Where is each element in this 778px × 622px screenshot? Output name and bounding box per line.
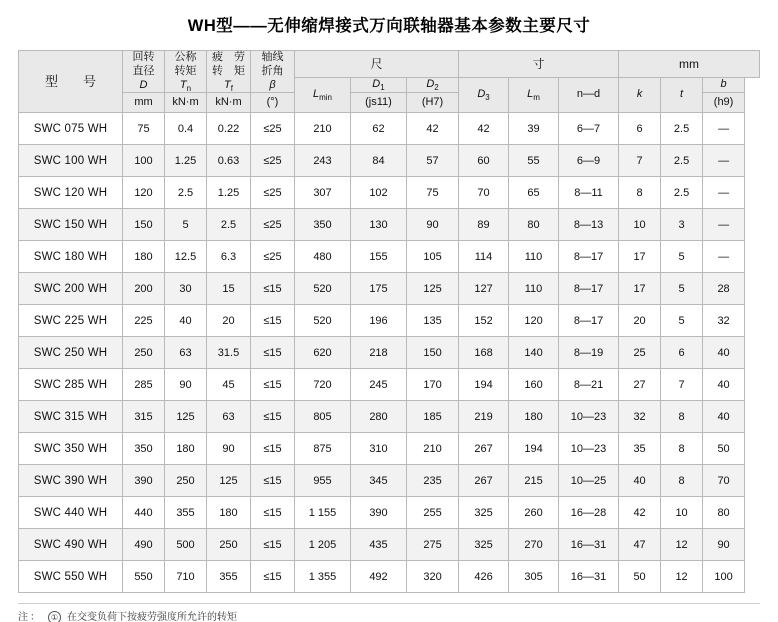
cell-k: 20 xyxy=(619,305,661,337)
cell-D: 350 xyxy=(123,433,165,465)
footnote-marker: ① xyxy=(48,611,61,622)
cell-b: 80 xyxy=(703,497,745,529)
table-row xyxy=(19,401,760,433)
cell-Tn: 1.25 xyxy=(165,145,207,177)
cell-D1: 492 xyxy=(351,561,407,593)
cell-Tf: 15 xyxy=(207,273,251,305)
cell-Lmin: 243 xyxy=(295,145,351,177)
cell-b: 32 xyxy=(703,305,745,337)
cell-D2: 75 xyxy=(407,177,459,209)
cell-D1: 280 xyxy=(351,401,407,433)
cell-D: 315 xyxy=(123,401,165,433)
cell-Tn: 355 xyxy=(165,497,207,529)
cell-Tf: 125 xyxy=(207,465,251,497)
col-header-Tf-line2: 转 矩 xyxy=(212,64,245,77)
cell-D1: 390 xyxy=(351,497,407,529)
cell-b: — xyxy=(703,241,745,273)
cell-D2: 125 xyxy=(407,273,459,305)
cell-Tf: 1.25 xyxy=(207,177,251,209)
table-row xyxy=(19,273,760,305)
cell-Lmin: 1 205 xyxy=(295,529,351,561)
cell-D: 150 xyxy=(123,209,165,241)
header-row-group xyxy=(19,51,760,78)
cell-D1: 175 xyxy=(351,273,407,305)
cell-nd: 8—19 xyxy=(559,337,619,369)
cell-model: SWC 180 WH xyxy=(19,241,123,273)
cell-model: SWC 550 WH xyxy=(19,561,123,593)
cell-Tn: 710 xyxy=(165,561,207,593)
cell-Tn: 30 xyxy=(165,273,207,305)
cell-D2: 255 xyxy=(407,497,459,529)
cell-Lmin: 955 xyxy=(295,465,351,497)
cell-D1: 218 xyxy=(351,337,407,369)
col-header-Tf: 疲 劳 转 矩 $T_f$ xyxy=(207,51,251,93)
cell-b: 28 xyxy=(703,273,745,305)
cell-D: 120 xyxy=(123,177,165,209)
cell-Lm: 39 xyxy=(509,113,559,145)
cell-D1: 345 xyxy=(351,465,407,497)
cell-D: 250 xyxy=(123,337,165,369)
cell-model: SWC 490 WH xyxy=(19,529,123,561)
cell-t: 7 xyxy=(661,369,703,401)
cell-Lmin: 620 xyxy=(295,337,351,369)
cell-Tf: 31.5 xyxy=(207,337,251,369)
unit-D: mm xyxy=(123,93,165,113)
cell-D3: 114 xyxy=(459,241,509,273)
cell-k: 10 xyxy=(619,209,661,241)
cell-model: SWC 100 WH xyxy=(19,145,123,177)
cell-k: 6 xyxy=(619,113,661,145)
col-header-model: 型 号 xyxy=(19,51,123,113)
cell-D2: 42 xyxy=(407,113,459,145)
col-header-D-line2: 直径 xyxy=(132,64,155,77)
cell-D: 390 xyxy=(123,465,165,497)
cell-D1: 155 xyxy=(351,241,407,273)
cell-Lmin: 480 xyxy=(295,241,351,273)
col-header-D xyxy=(123,51,165,93)
col-header-beta-line3: β xyxy=(269,78,276,91)
cell-Tn: 40 xyxy=(165,305,207,337)
cell-b: 90 xyxy=(703,529,745,561)
col-header-t: t xyxy=(661,78,703,113)
cell-t: 5 xyxy=(661,305,703,337)
cell-k: 17 xyxy=(619,273,661,305)
cell-model: SWC 120 WH xyxy=(19,177,123,209)
cell-D2: 90 xyxy=(407,209,459,241)
footnote-label: 注： xyxy=(18,612,42,622)
cell-Tf: 250 xyxy=(207,529,251,561)
footnote-divider xyxy=(18,603,760,604)
cell-Tf: 180 xyxy=(207,497,251,529)
cell-nd: 10—25 xyxy=(559,465,619,497)
cell-t: 12 xyxy=(661,561,703,593)
cell-Lmin: 720 xyxy=(295,369,351,401)
cell-Lm: 65 xyxy=(509,177,559,209)
col-header-D1: $D_1$ xyxy=(351,78,407,93)
col-group-header-cun: 寸 xyxy=(459,51,619,78)
unit-beta: (°) xyxy=(251,93,295,113)
cell-Lmin: 1 155 xyxy=(295,497,351,529)
cell-D: 440 xyxy=(123,497,165,529)
cell-D: 490 xyxy=(123,529,165,561)
cell-Lm: 120 xyxy=(509,305,559,337)
cell-beta: ≤25 xyxy=(251,113,295,145)
cell-Tf: 2.5 xyxy=(207,209,251,241)
cell-k: 47 xyxy=(619,529,661,561)
cell-b: — xyxy=(703,209,745,241)
cell-Lmin: 875 xyxy=(295,433,351,465)
cell-Lm: 270 xyxy=(509,529,559,561)
cell-Tn: 180 xyxy=(165,433,207,465)
cell-Tf: 0.63 xyxy=(207,145,251,177)
cell-Tn: 12.5 xyxy=(165,241,207,273)
cell-D3: 152 xyxy=(459,305,509,337)
cell-Tn: 5 xyxy=(165,209,207,241)
cell-k: 42 xyxy=(619,497,661,529)
col-header-D-line3: D xyxy=(139,78,148,91)
cell-b: — xyxy=(703,145,745,177)
table-row xyxy=(19,497,760,529)
cell-D3: 127 xyxy=(459,273,509,305)
cell-beta: ≤15 xyxy=(251,497,295,529)
cell-D3: 267 xyxy=(459,433,509,465)
cell-D1: 62 xyxy=(351,113,407,145)
cell-Lm: 260 xyxy=(509,497,559,529)
cell-D: 100 xyxy=(123,145,165,177)
cell-D2: 135 xyxy=(407,305,459,337)
cell-model: SWC 225 WH xyxy=(19,305,123,337)
cell-k: 35 xyxy=(619,433,661,465)
cell-D1: 435 xyxy=(351,529,407,561)
cell-b: — xyxy=(703,177,745,209)
cell-Lm: 160 xyxy=(509,369,559,401)
cell-Lm: 180 xyxy=(509,401,559,433)
cell-nd: 6—9 xyxy=(559,145,619,177)
cell-beta: ≤15 xyxy=(251,369,295,401)
cell-beta: ≤15 xyxy=(251,529,295,561)
cell-D: 200 xyxy=(123,273,165,305)
table-row xyxy=(19,209,760,241)
cell-Lmin: 307 xyxy=(295,177,351,209)
unit-Tn: kN·m xyxy=(165,93,207,113)
cell-model: SWC 350 WH xyxy=(19,433,123,465)
cell-nd: 6—7 xyxy=(559,113,619,145)
table-row xyxy=(19,305,760,337)
footnote-text: 在交变负荷下按疲劳强度所允许的转矩 xyxy=(67,612,237,622)
cell-model: SWC 250 WH xyxy=(19,337,123,369)
unit-D2: (H7) xyxy=(407,93,459,113)
cell-Tf: 45 xyxy=(207,369,251,401)
page-title: WH型——无伸缩焊接式万向联轴器基本参数主要尺寸 xyxy=(187,17,591,35)
cell-Lm: 140 xyxy=(509,337,559,369)
footnote xyxy=(18,603,760,622)
cell-D1: 310 xyxy=(351,433,407,465)
cell-Lmin: 350 xyxy=(295,209,351,241)
cell-t: 10 xyxy=(661,497,703,529)
cell-Tn: 250 xyxy=(165,465,207,497)
table-row xyxy=(19,337,760,369)
col-header-Lm: $L_m$ xyxy=(509,78,559,113)
cell-Tf: 90 xyxy=(207,433,251,465)
col-header-D2: $D_2$ xyxy=(407,78,459,93)
cell-beta: ≤25 xyxy=(251,145,295,177)
cell-k: 27 xyxy=(619,369,661,401)
cell-D3: 267 xyxy=(459,465,509,497)
cell-D1: 84 xyxy=(351,145,407,177)
cell-beta: ≤25 xyxy=(251,209,295,241)
cell-nd: 8—17 xyxy=(559,241,619,273)
cell-D2: 320 xyxy=(407,561,459,593)
cell-b: 40 xyxy=(703,401,745,433)
cell-k: 50 xyxy=(619,561,661,593)
cell-beta: ≤25 xyxy=(251,241,295,273)
cell-t: 8 xyxy=(661,401,703,433)
cell-b: 100 xyxy=(703,561,745,593)
cell-Lmin: 805 xyxy=(295,401,351,433)
cell-Tf: 0.22 xyxy=(207,113,251,145)
cell-D2: 170 xyxy=(407,369,459,401)
cell-D2: 275 xyxy=(407,529,459,561)
cell-t: 5 xyxy=(661,273,703,305)
cell-nd: 10—23 xyxy=(559,433,619,465)
cell-D: 285 xyxy=(123,369,165,401)
cell-model: SWC 315 WH xyxy=(19,401,123,433)
cell-D2: 185 xyxy=(407,401,459,433)
cell-D1: 245 xyxy=(351,369,407,401)
col-header-Tn: 公称 转矩 $T_n$ xyxy=(165,51,207,93)
cell-D3: 194 xyxy=(459,369,509,401)
cell-D3: 60 xyxy=(459,145,509,177)
cell-beta: ≤15 xyxy=(251,401,295,433)
cell-Lmin: 1 355 xyxy=(295,561,351,593)
cell-nd: 16—31 xyxy=(559,529,619,561)
cell-Tf: 6.3 xyxy=(207,241,251,273)
cell-beta: ≤15 xyxy=(251,561,295,593)
cell-t: 3 xyxy=(661,209,703,241)
cell-D2: 150 xyxy=(407,337,459,369)
cell-D3: 89 xyxy=(459,209,509,241)
col-header-Tn-line2: 转矩 xyxy=(174,64,197,77)
cell-beta: ≤25 xyxy=(251,177,295,209)
cell-beta: ≤15 xyxy=(251,465,295,497)
cell-k: 17 xyxy=(619,241,661,273)
cell-D3: 325 xyxy=(459,529,509,561)
cell-D: 75 xyxy=(123,113,165,145)
cell-Tn: 90 xyxy=(165,369,207,401)
cell-Tf: 20 xyxy=(207,305,251,337)
col-header-beta-line1: 轴线 xyxy=(261,51,284,63)
cell-k: 8 xyxy=(619,177,661,209)
table-header xyxy=(19,51,760,113)
cell-b: 40 xyxy=(703,369,745,401)
cell-D: 550 xyxy=(123,561,165,593)
cell-beta: ≤15 xyxy=(251,305,295,337)
table-row xyxy=(19,369,760,401)
cell-b: — xyxy=(703,113,745,145)
table-row xyxy=(19,241,760,273)
cell-D: 180 xyxy=(123,241,165,273)
cell-beta: ≤15 xyxy=(251,337,295,369)
table-row xyxy=(19,561,760,593)
cell-t: 5 xyxy=(661,241,703,273)
col-header-Tf-line1: 疲 劳 xyxy=(212,51,245,63)
unit-Tf: kN·m xyxy=(207,93,251,113)
cell-Tn: 125 xyxy=(165,401,207,433)
cell-Lm: 110 xyxy=(509,241,559,273)
cell-b: 50 xyxy=(703,433,745,465)
cell-model: SWC 440 WH xyxy=(19,497,123,529)
cell-Tn: 0.4 xyxy=(165,113,207,145)
table-row xyxy=(19,177,760,209)
col-header-k: k xyxy=(619,78,661,113)
cell-Lm: 194 xyxy=(509,433,559,465)
cell-model: SWC 075 WH xyxy=(19,113,123,145)
cell-D3: 325 xyxy=(459,497,509,529)
cell-k: 32 xyxy=(619,401,661,433)
table-row xyxy=(19,529,760,561)
col-header-Lmin: $L_{min}$ xyxy=(295,78,351,113)
cell-nd: 8—21 xyxy=(559,369,619,401)
col-header-beta-line2: 折角 xyxy=(261,64,284,77)
col-group-header-size: 尺 xyxy=(295,51,459,78)
cell-D2: 235 xyxy=(407,465,459,497)
table-row xyxy=(19,433,760,465)
col-header-D-line1: 回转 xyxy=(132,51,155,63)
col-header-nd: n—d xyxy=(559,78,619,113)
cell-D3: 219 xyxy=(459,401,509,433)
cell-model: SWC 390 WH xyxy=(19,465,123,497)
cell-nd: 10—23 xyxy=(559,401,619,433)
col-header-b: b xyxy=(703,78,745,93)
cell-Tf: 63 xyxy=(207,401,251,433)
cell-t: 2.5 xyxy=(661,113,703,145)
cell-D1: 130 xyxy=(351,209,407,241)
col-header-D3: $D_3$ xyxy=(459,78,509,113)
cell-D3: 42 xyxy=(459,113,509,145)
cell-nd: 16—31 xyxy=(559,561,619,593)
cell-Lm: 80 xyxy=(509,209,559,241)
cell-nd: 8—13 xyxy=(559,209,619,241)
unit-D1: (js11) xyxy=(351,93,407,113)
cell-Lmin: 520 xyxy=(295,273,351,305)
cell-model: SWC 200 WH xyxy=(19,273,123,305)
cell-D2: 57 xyxy=(407,145,459,177)
cell-t: 12 xyxy=(661,529,703,561)
cell-t: 8 xyxy=(661,433,703,465)
col-group-header-mm: mm xyxy=(619,51,760,78)
cell-D2: 105 xyxy=(407,241,459,273)
table-row xyxy=(19,113,760,145)
cell-t: 2.5 xyxy=(661,177,703,209)
table-body xyxy=(19,113,760,593)
cell-nd: 8—17 xyxy=(559,273,619,305)
cell-t: 6 xyxy=(661,337,703,369)
cell-model: SWC 150 WH xyxy=(19,209,123,241)
cell-beta: ≤15 xyxy=(251,273,295,305)
cell-Lm: 110 xyxy=(509,273,559,305)
cell-D2: 210 xyxy=(407,433,459,465)
cell-D3: 168 xyxy=(459,337,509,369)
cell-Lm: 215 xyxy=(509,465,559,497)
cell-Lmin: 520 xyxy=(295,305,351,337)
col-header-beta xyxy=(251,51,295,93)
cell-nd: 8—11 xyxy=(559,177,619,209)
cell-k: 40 xyxy=(619,465,661,497)
cell-D3: 70 xyxy=(459,177,509,209)
cell-Lm: 55 xyxy=(509,145,559,177)
specification-table xyxy=(18,50,760,593)
unit-b: (h9) xyxy=(703,93,745,113)
cell-Lm: 305 xyxy=(509,561,559,593)
cell-t: 8 xyxy=(661,465,703,497)
table-row xyxy=(19,145,760,177)
table-row xyxy=(19,465,760,497)
cell-Tn: 500 xyxy=(165,529,207,561)
cell-t: 2.5 xyxy=(661,145,703,177)
cell-model: SWC 285 WH xyxy=(19,369,123,401)
cell-k: 7 xyxy=(619,145,661,177)
cell-Lmin: 210 xyxy=(295,113,351,145)
cell-D: 225 xyxy=(123,305,165,337)
cell-D1: 102 xyxy=(351,177,407,209)
cell-nd: 16—28 xyxy=(559,497,619,529)
cell-Tn: 63 xyxy=(165,337,207,369)
cell-D1: 196 xyxy=(351,305,407,337)
cell-k: 25 xyxy=(619,337,661,369)
cell-nd: 8—17 xyxy=(559,305,619,337)
cell-Tf: 355 xyxy=(207,561,251,593)
cell-b: 70 xyxy=(703,465,745,497)
cell-beta: ≤15 xyxy=(251,433,295,465)
cell-b: 40 xyxy=(703,337,745,369)
cell-Tn: 2.5 xyxy=(165,177,207,209)
cell-D3: 426 xyxy=(459,561,509,593)
col-header-Tn-line1: 公称 xyxy=(174,51,197,63)
